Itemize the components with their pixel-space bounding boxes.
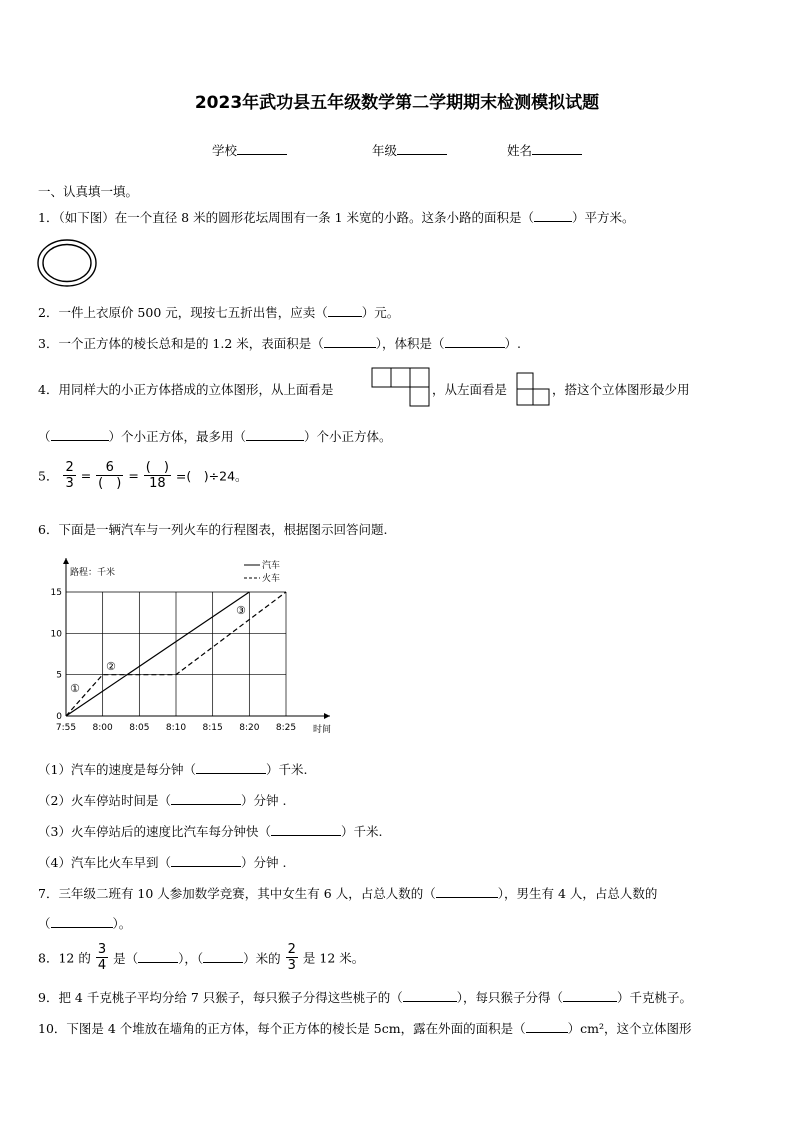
x-axis-arrow xyxy=(324,713,330,719)
q9-blank-fraction[interactable] xyxy=(403,988,457,1002)
page-title: 2023年武功县五年级数学第二学期期末检测模拟试题 xyxy=(194,93,600,113)
question-5: 5． $\frac{2}{3}$ = $\frac{6}{( )}$ = $\frac{( )}{18}$ =( )÷24。 xyxy=(38,460,248,491)
y-tick-label: 10 xyxy=(50,629,62,640)
q6-2-blank[interactable] xyxy=(171,791,241,805)
q7-blank-girls[interactable] xyxy=(436,884,498,898)
question-10: 10．下图是 4 个堆放在墙角的正方体，每个正方体的棱长是 5cm，露在外面的面积是（ ）cm²，这个立体图形 xyxy=(38,1021,692,1036)
annotation-3: ③ xyxy=(236,604,246,617)
name-field xyxy=(507,141,582,159)
x-tick-label: 8:05 xyxy=(129,723,150,733)
x-axis-label: 时间 xyxy=(313,725,332,735)
fraction-6-blank: $\frac{6}{( )}$ xyxy=(98,460,122,491)
series-car-line xyxy=(66,592,249,716)
q9-blank-kg[interactable] xyxy=(563,988,617,1002)
q8-blank-2[interactable] xyxy=(203,949,243,963)
left-view-figure xyxy=(516,372,552,408)
q6-4-blank[interactable] xyxy=(171,853,241,867)
chart-ticks xyxy=(51,588,297,733)
question-9: 9．把 4 千克桃子平均分给 7 只猴子，每只猴子分得这些桃子的（ ），每只猴子分得（ ）千克桃子。 xyxy=(38,990,693,1005)
chart-grid xyxy=(66,592,286,716)
name-blank[interactable] xyxy=(532,141,582,155)
section-heading: 一、认真填一填。 xyxy=(38,184,139,199)
question-6-sub-2: （2）火车停站时间是（ ）分钟 . xyxy=(38,793,287,808)
question-7-line-1: 7．三年级二班有 10 人参加数学竞赛，其中女生有 6 人，占总人数的（ ），男生有 4 人，占总人数的 xyxy=(38,886,658,901)
legend-car: 汽车 xyxy=(262,561,281,571)
outer-circle xyxy=(38,240,96,286)
grade-blank[interactable] xyxy=(397,141,447,155)
y-axis-label: 路程：千米 xyxy=(70,568,116,578)
question-8: 8．12 的 $\frac{3}{4}$ 是（ ），（ ）米的 $\frac{2}{3}$ 是 12 米。 xyxy=(38,942,365,973)
q3-blank-area[interactable] xyxy=(324,334,376,348)
school-label: 学校 xyxy=(212,143,238,158)
q6-3-blank[interactable] xyxy=(271,822,341,836)
x-tick-label: 8:10 xyxy=(165,723,187,733)
q4-blank-max[interactable] xyxy=(246,427,304,441)
fraction-blank-18: $\frac{( )}{18}$ xyxy=(145,460,169,491)
question-7-line-2: （ ）。 xyxy=(38,916,132,931)
question-4-tail: ，搭这个立体图形最少用 xyxy=(552,382,690,397)
question-4-left-view-text: ，从左面看是 xyxy=(432,382,508,397)
y-tick-label: 0 xyxy=(56,712,62,722)
question-6: 6．下面是一辆汽车与一列火车的行程图表，根据图示回答问题. xyxy=(38,522,388,537)
question-6-sub-4: （4）汽车比火车早到（ ）分钟 . xyxy=(38,855,287,870)
top-view-figure xyxy=(371,367,431,407)
chart-axes xyxy=(63,558,330,719)
x-tick-label: 8:20 xyxy=(239,723,260,733)
fraction-3-4: $\frac{3}{4}$ xyxy=(97,942,107,973)
x-tick-label: 8:00 xyxy=(92,723,113,733)
question-6-sub-1: （1）汽车的速度是每分钟（ ）千米. xyxy=(38,762,308,777)
name-label: 姓名 xyxy=(507,143,533,158)
q4-blank-min[interactable] xyxy=(51,427,109,441)
inner-circle xyxy=(43,245,91,282)
grade-field xyxy=(372,141,447,159)
y-tick-label: 15 xyxy=(50,588,62,598)
annotation-2: ② xyxy=(106,660,116,673)
q3-blank-volume[interactable] xyxy=(445,334,505,348)
legend-train: 火车 xyxy=(262,574,281,584)
question-2: 2．一件上衣原价 500 元，现按七五折出售，应卖（ ）元。 xyxy=(38,305,400,320)
question-3: 3．一个正方体的棱长总和是的 1.2 米，表面积是（ ），体积是（ ）. xyxy=(38,336,522,351)
x-tick-label: 8:15 xyxy=(202,723,223,733)
question-1: 1．（如下图）在一个直径 8 米的圆形花坛周围有一条 1 米宽的小路。这条小路的面积是（ ）平方米。 xyxy=(38,210,635,225)
y-tick-label: 5 xyxy=(56,670,62,681)
x-tick-label: 7:55 xyxy=(55,723,77,733)
question-6-sub-3: （3）火车停站后的速度比汽车每分钟快（ ）千米. xyxy=(38,824,383,839)
annotation-1: ① xyxy=(70,682,80,695)
fraction-2-3-b: $\frac{2}{3}$ xyxy=(287,942,296,973)
question-4-line-2: （ ）个小正方体，最多用（ ）个小正方体。 xyxy=(38,429,392,444)
fraction-2-3: $\frac{2}{3}$ xyxy=(65,460,74,491)
grade-label: 年级 xyxy=(372,143,398,158)
q10-blank-area[interactable] xyxy=(526,1019,568,1033)
y-axis-arrow xyxy=(63,558,69,564)
school-blank[interactable] xyxy=(237,141,287,155)
x-tick-label: 8:25 xyxy=(275,723,297,733)
q6-1-blank[interactable] xyxy=(196,760,266,774)
school-field xyxy=(212,141,287,159)
flower-bed-figure xyxy=(36,238,98,288)
question-4-line-1: 4．用同样大的小正方体搭成的立体图形，从上面看是 xyxy=(38,382,334,397)
travel-chart xyxy=(40,550,350,740)
q1-blank[interactable] xyxy=(534,208,572,222)
q2-blank[interactable] xyxy=(328,303,362,317)
q8-blank-1[interactable] xyxy=(138,949,178,963)
q7-blank-boys[interactable] xyxy=(51,914,113,928)
